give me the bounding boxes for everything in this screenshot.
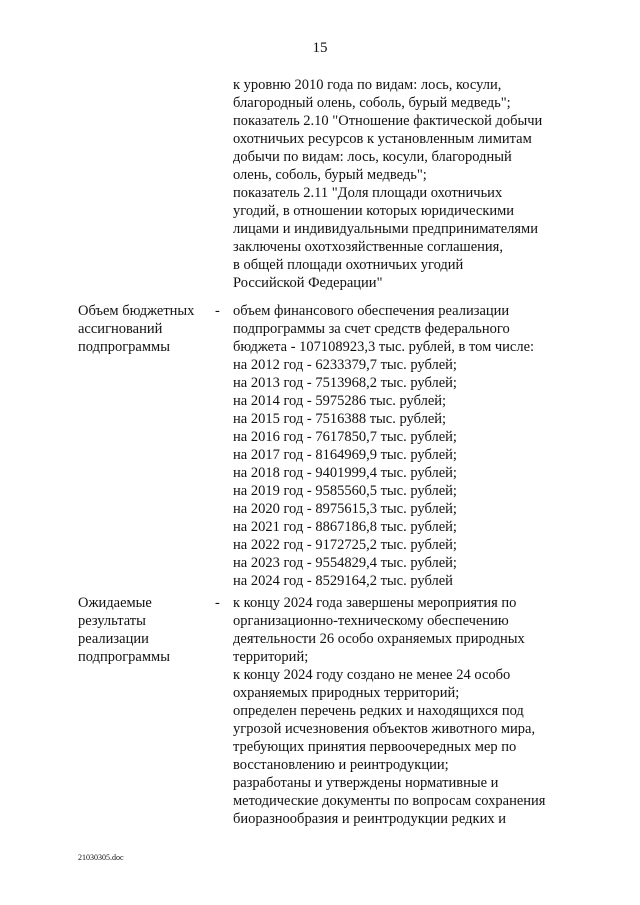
text-line: требующих принятия первоочередных мер по <box>233 739 517 755</box>
budget-text <box>233 302 613 590</box>
text-line: Российской Федерации" <box>233 275 383 291</box>
text-line: деятельности 26 особо охраняемых природных <box>233 631 525 647</box>
text-line: показатель 2.11 "Доля площади охотничьих <box>233 185 503 201</box>
text-line: благородный олень, соболь, бурый медведь"; <box>233 95 511 111</box>
text-line: на 2016 год - 7617850,7 тыс. рублей; <box>233 429 457 445</box>
text-line: на 2019 год - 9585560,5 тыс. рублей; <box>233 483 457 499</box>
text-line: на 2012 год - 6233379,7 тыс. рублей; <box>233 357 457 373</box>
label-line: подпрограммы <box>78 339 170 355</box>
text-line: на 2022 год - 9172725,2 тыс. рублей; <box>233 537 457 553</box>
text-line: к концу 2024 году создано не менее 24 особо <box>233 667 511 683</box>
text-line: показатель 2.10 "Отношение фактической добычи <box>233 113 543 129</box>
text-line: определен перечень редких и находящихся под <box>233 703 524 719</box>
text-line: олень, соболь, бурый медведь"; <box>233 167 427 183</box>
label-line: Объем бюджетных <box>78 303 195 319</box>
results-label <box>78 594 213 666</box>
continuation-text <box>233 76 613 292</box>
text-line: заключены охотхозяйственные соглашения, <box>233 239 503 255</box>
dash-separator: - <box>215 303 220 319</box>
text-line: к концу 2024 года завершены мероприятия по <box>233 595 517 611</box>
text-line: охраняемых природных территорий; <box>233 685 460 701</box>
text-line: на 2023 год - 9554829,4 тыс. рублей; <box>233 555 457 571</box>
text-line: лицами и индивидуальными предпринимателями <box>233 221 538 237</box>
text-line: разработаны и утверждены нормативные и <box>233 775 499 791</box>
text-line: угодий, в отношении которых юридическими <box>233 203 515 219</box>
text-line: в общей площади охотничьих угодий <box>233 257 464 273</box>
text-line: бюджета - 107108923,3 тыс. рублей, в том числе: <box>233 339 535 355</box>
label-line: ассигнований <box>78 321 163 337</box>
page-number: 15 <box>312 40 328 56</box>
text-line: на 2024 год - 8529164,2 тыс. рублей <box>233 573 453 589</box>
text-line: биоразнообразия и реинтродукции редких и <box>233 811 506 827</box>
text-line: восстановлению и реинтродукции; <box>233 757 449 773</box>
label-line: подпрограммы <box>78 649 170 665</box>
text-line: охотничьих ресурсов к установленным лимитам <box>233 131 532 147</box>
text-line: объем финансового обеспечения реализации <box>233 303 510 319</box>
text-line: на 2015 год - 7516388 тыс. рублей; <box>233 411 447 427</box>
label-line: Ожидаемые <box>78 595 152 611</box>
text-line: на 2018 год - 9401999,4 тыс. рублей; <box>233 465 457 481</box>
text-line: к уровню 2010 года по видам: лось, косули, <box>233 77 502 93</box>
text-line: на 2014 год - 5975286 тыс. рублей; <box>233 393 447 409</box>
text-line: территорий; <box>233 649 309 665</box>
text-line: подпрограммы за счет средств федерального <box>233 321 510 337</box>
document-footer: 21030305.doc <box>78 853 124 862</box>
text-line: на 2017 год - 8164969,9 тыс. рублей; <box>233 447 457 463</box>
dash-separator: - <box>215 595 220 611</box>
text-line: на 2020 год - 8975615,3 тыс. рублей; <box>233 501 457 517</box>
text-line: угрозой исчезновения объектов животного мира, <box>233 721 536 737</box>
label-line: реализации <box>78 631 149 647</box>
text-line: на 2013 год - 7513968,2 тыс. рублей; <box>233 375 457 391</box>
text-line: методические документы по вопросам сохранения <box>233 793 546 809</box>
text-line: на 2021 год - 8867186,8 тыс. рублей; <box>233 519 457 535</box>
text-line: добычи по видам: лось, косули, благородный <box>233 149 512 165</box>
budget-label <box>78 302 213 356</box>
results-text <box>233 594 613 828</box>
text-line: организационно-техническому обеспечению <box>233 613 509 629</box>
label-line: результаты <box>78 613 146 629</box>
